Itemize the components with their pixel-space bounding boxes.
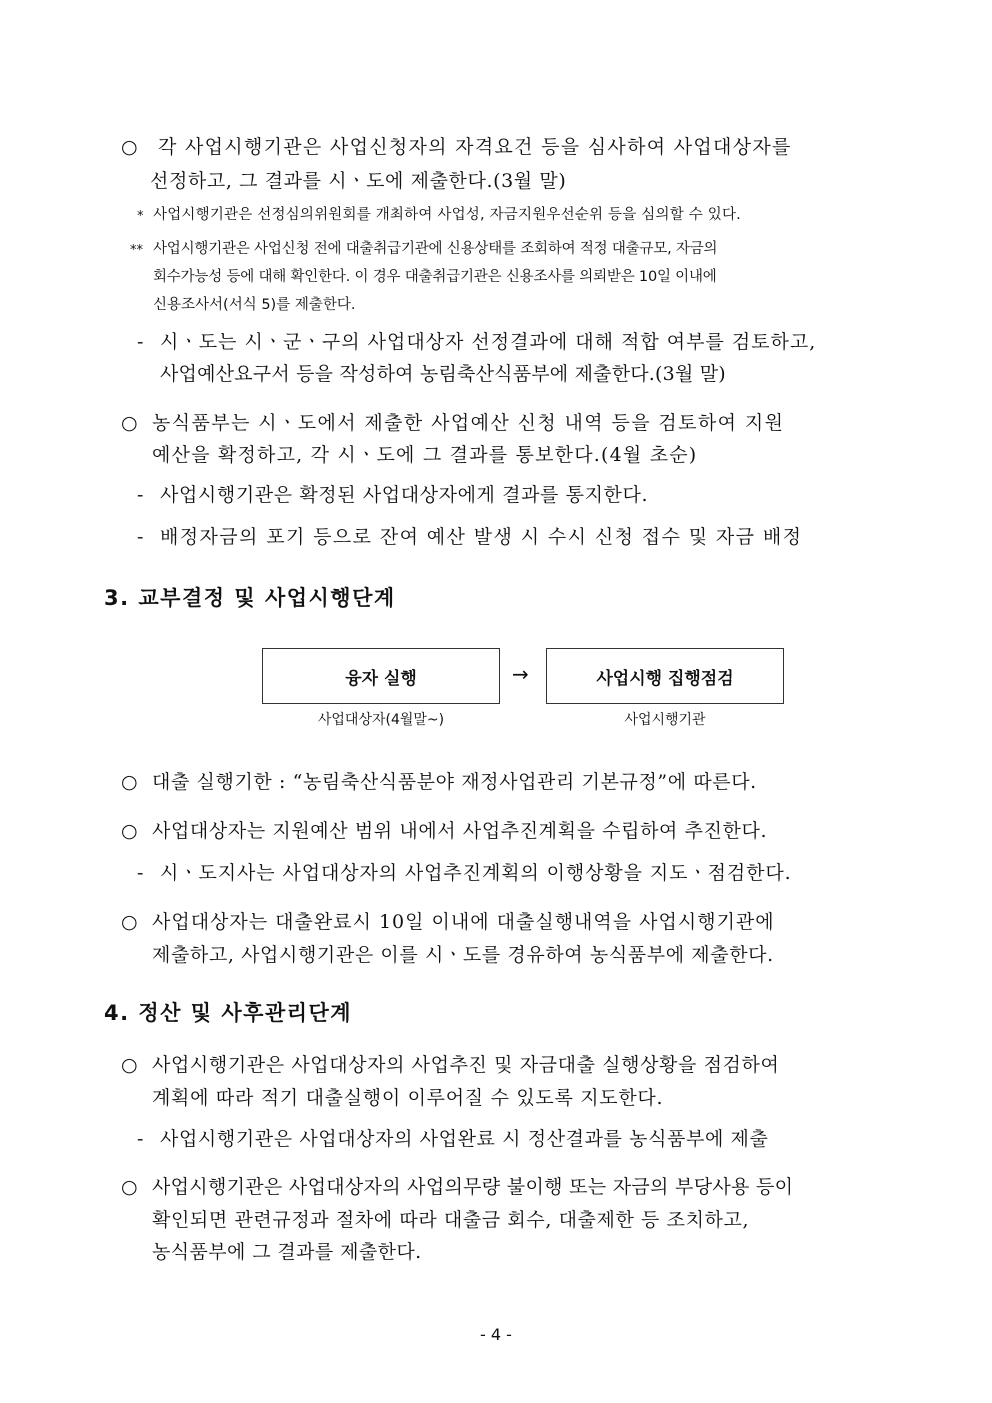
paragraph-line: 사업시행기관은 사업대상자의 사업완료 시 정산결과를 농식품부에 제출 [160,1128,769,1150]
paragraph-line: 농식품부에 그 결과를 제출한다. [152,1241,422,1263]
dash-bullet: - [137,484,144,506]
flow-box-loan-execution [262,648,500,704]
footnote-line: 사업시행기관은 선정심의위원회를 개최하여 사업성, 자금지원우선순위 등을 심의할 수 있다. [153,207,741,223]
dash-bullet: - [137,331,144,353]
paragraph-line: 대출 실행기한 : “농림축산식품분야 재정사업관리 기본규정”에 따른다. [152,771,757,793]
circle-bullet: ○ [121,771,138,793]
circle-bullet: ○ [121,412,138,434]
paragraph-line: 사업시행기관은 확정된 사업대상자에게 결과를 통지한다. [160,484,649,506]
paragraph-line: 사업예산요구서 등을 작성하여 농림축산식품부에 제출한다.(3월 말) [160,363,726,385]
section-heading: 4. 정산 및 사후관리단계 [104,1001,353,1025]
paragraph-line: 사업대상자는 지원예산 범위 내에서 사업추진계획을 수립하여 추진한다. [152,820,768,842]
circle-bullet: ○ [121,820,138,842]
page-number: - 4 - [480,1325,512,1344]
paragraph-line: 각 사업시행기관은 사업신청자의 자격요건 등을 심사하여 사업대상자를 [158,136,792,158]
paragraph-line: 사업대상자는 대출완료시 10일 이내에 대출실행내역을 사업시행기관에 [152,911,775,933]
paragraph-line: 제출하고, 사업시행기관은 이를 시ㆍ도를 경유하여 농식품부에 제출한다. [152,944,774,966]
footnote-line: 신용조사서(서식 5)를 제출한다. [153,297,356,313]
circle-bullet: ○ [121,1176,138,1198]
footnote-line: 사업시행기관은 사업신청 전에 대출취급기관에 신용상태를 조회하여 적정 대출규모, 자금의 [153,241,718,257]
flow-box-label: 융자 실행 [345,668,417,689]
flow-box-inspection [546,648,784,704]
paragraph-line: 사업시행기관은 사업대상자의 사업의무량 불이행 또는 자금의 부당사용 등이 [152,1176,794,1198]
circle-bullet: ○ [121,1054,138,1076]
flow-box-caption: 사업시행기관 [624,712,706,728]
paragraph-line: 선정하고, 그 결과를 시ㆍ도에 제출한다.(3월 말) [150,170,567,192]
note-mark: * [137,209,144,224]
note-mark: ** [130,243,143,258]
paragraph-line: 배정자금의 포기 등으로 잔여 예산 발생 시 수시 신청 접수 및 자금 배정 [160,526,803,548]
dash-bullet: - [137,862,144,884]
paragraph-line: 예산을 확정하고, 각 시ㆍ도에 그 결과를 통보한다.(4월 초순) [152,444,698,466]
flow-box-caption: 사업대상자(4월말~) [317,712,445,728]
right-arrow-icon: → [512,662,529,686]
paragraph-line: 확인되면 관련규정과 절차에 따라 대출금 회수, 대출제한 등 조치하고, [152,1209,750,1231]
flow-box-label: 사업시행 집행점검 [596,668,734,689]
dash-bullet: - [137,526,144,548]
footnote-line: 회수가능성 등에 대해 확인한다. 이 경우 대출취급기관은 신용조사를 의뢰받은 10일 이내에 [153,269,717,285]
circle-bullet: ○ [121,136,138,158]
circle-bullet: ○ [121,911,138,933]
paragraph-line: 사업시행기관은 사업대상자의 사업추진 및 자금대출 실행상황을 점검하여 [152,1054,780,1076]
paragraph-line: 농식품부는 시ㆍ도에서 제출한 사업예산 신청 내역 등을 검토하여 지원 [152,412,785,434]
paragraph-line: 시ㆍ도지사는 사업대상자의 사업추진계획의 이행상황을 지도ㆍ점검한다. [160,862,792,884]
paragraph-line: 계획에 따라 적기 대출실행이 이루어질 수 있도록 지도한다. [152,1087,664,1109]
dash-bullet: - [137,1128,144,1150]
section-heading: 3. 교부결정 및 사업시행단계 [104,586,396,610]
paragraph-line: 시ㆍ도는 시ㆍ군ㆍ구의 사업대상자 선정결과에 대해 적합 여부를 검토하고, [160,331,817,353]
